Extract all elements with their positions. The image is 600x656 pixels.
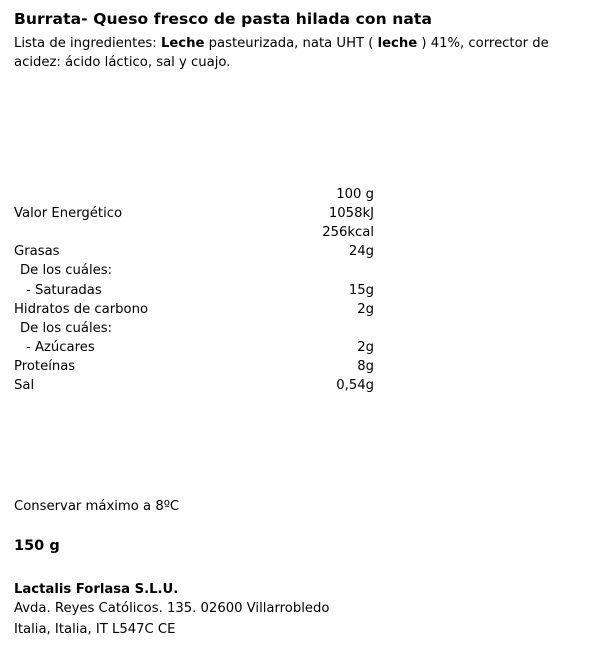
origin-info: Italia, Italia, IT L547C CE (14, 621, 176, 637)
nutrition-row-name: - Azúcares (26, 339, 95, 355)
nutrition-row-name: Valor Energético (14, 205, 123, 221)
nutrition-row-name: Grasas (14, 244, 60, 260)
nutrition-row-value: 2g (357, 301, 374, 317)
nutrition-row-name: De los cuáles: (20, 320, 113, 336)
nutrition-table (14, 185, 374, 396)
nutrition-row-value: 24g (348, 244, 374, 260)
table-row (14, 376, 374, 395)
table-row (14, 261, 374, 280)
nutrition-row-name (14, 223, 305, 242)
storage-instructions: Conservar máximo a 8ºC (14, 499, 180, 515)
nutrition-row-value (305, 319, 374, 338)
table-row (14, 242, 374, 261)
page-title: Burrata- Queso fresco de pasta hilada con nata (14, 10, 432, 28)
nutrition-row-name: Sal (14, 378, 35, 394)
nutrition-table-body (14, 185, 374, 396)
nutrition-row-value: 2g (357, 339, 374, 355)
ingredient-milk-allergen-bold: leche (377, 36, 418, 52)
ingredients-paragraph (14, 35, 574, 72)
nutrition-row-name: De los cuáles: (20, 263, 113, 279)
nutrition-row-name: - Saturadas (26, 282, 102, 298)
table-row (14, 223, 374, 242)
nutrition-row-value (305, 261, 374, 280)
nutrition-row-value: 0,54g (336, 378, 374, 394)
nutrition-row-name: Hidratos de carbono (14, 301, 149, 317)
table-row (14, 300, 374, 319)
table-row (14, 281, 374, 300)
nutrition-row-value: 8g (357, 359, 374, 375)
ingredients-text-2: ) 41%, corrector de acidez: ácido láctico, sal y cuajo. (14, 36, 549, 71)
nutrition-header-blank (14, 185, 305, 204)
table-row (14, 338, 374, 357)
nutrition-row-value: 256kcal (322, 225, 374, 241)
table-row (14, 319, 374, 338)
ingredient-milk-bold: Leche (160, 36, 205, 52)
manufacturer-name: Lactalis Forlasa S.L.U. (14, 582, 179, 598)
nutrition-table-wrapper (14, 185, 586, 396)
net-weight: 150 g (14, 538, 60, 555)
table-row (14, 357, 374, 376)
table-row (14, 204, 374, 223)
manufacturer-address: Avda. Reyes Católicos. 135. 02600 Villarrobledo (14, 601, 330, 617)
nutrition-header-row (14, 185, 374, 204)
nutrition-row-name: Proteínas (14, 359, 76, 375)
nutrition-row-value: 15g (348, 282, 374, 298)
nutrition-header-per100g: 100 g (336, 186, 374, 202)
ingredients-label: Lista de ingredientes: (14, 36, 157, 52)
ingredients-text-1: pasteurizada, nata UHT ( (204, 36, 378, 52)
nutrition-row-value: 1058kJ (328, 205, 374, 221)
